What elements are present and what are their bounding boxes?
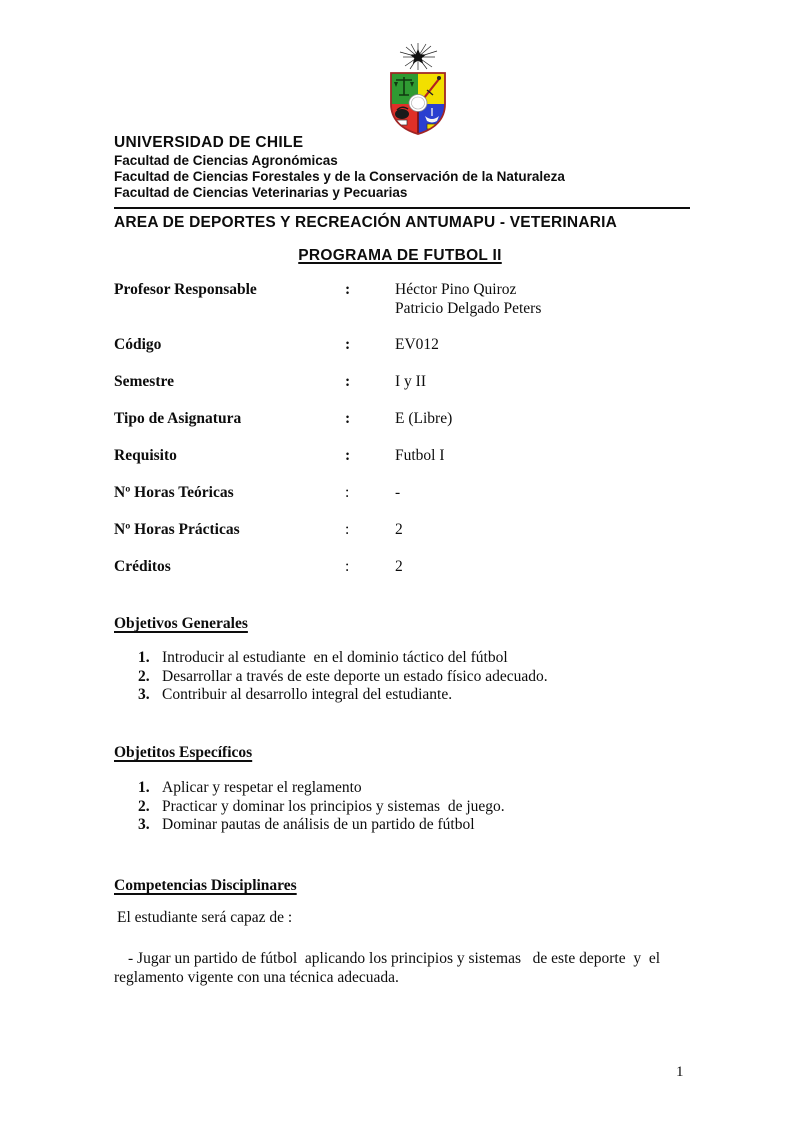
field-label: Profesor Responsable (114, 281, 257, 298)
field-colon: : (345, 281, 351, 298)
field-row-horas-practicas (114, 521, 690, 540)
objetivos-especificos-list (138, 779, 690, 835)
field-colon: : (345, 484, 350, 501)
field-label: Tipo de Asignatura (114, 410, 242, 427)
field-row-profesor (114, 281, 690, 318)
field-label: Requisito (114, 447, 177, 464)
field-colon: : (345, 447, 351, 464)
field-value: I y II (395, 373, 426, 390)
field-colon: : (345, 373, 351, 390)
field-value: 2 (395, 558, 403, 575)
objetivos-generales-list (138, 649, 690, 705)
field-colon: : (345, 558, 350, 575)
field-row-semestre (114, 373, 690, 392)
faculty-line-1: Facultad de Ciencias Agronómicas (114, 153, 338, 168)
list-item: 3. Contribuir al desarrollo integral del estudiante. (138, 686, 453, 704)
field-label: Créditos (114, 558, 171, 575)
page-number: 1 (676, 1064, 684, 1080)
field-value: EV012 (395, 336, 439, 353)
list-item: 1. Introducir al estudiante en el dominio táctico del fútbol (138, 649, 508, 666)
field-row-creditos (114, 558, 690, 577)
list-item: 2. Practicar y dominar los principios y sistemas de juego. (138, 797, 505, 815)
competencias-paragraph: - Jugar un partido de fútbol aplicando los principios y sistemas de este deporte y el reglamento vigente con una técnica adecuada. (114, 950, 664, 986)
field-value: Héctor Pino Quiroz Patricio Delgado Peters (395, 281, 542, 317)
field-colon: : (345, 521, 350, 538)
university-crest-icon (383, 42, 453, 136)
list-item: 2. Desarrollar a través de este deporte un estado físico adecuado. (138, 667, 548, 685)
field-row-codigo (114, 336, 690, 355)
field-row-horas-teoricas (114, 484, 690, 503)
field-colon: : (345, 410, 351, 427)
section-heading-competencias: Competencias Disciplinares (114, 877, 297, 894)
field-colon: : (345, 336, 351, 353)
faculty-line-2: Facultad de Ciencias Forestales y de la Conservación de la Naturaleza (114, 169, 565, 184)
area-line: AREA DE DEPORTES Y RECREACIÓN ANTUMAPU - VETERINARIA (114, 214, 618, 231)
field-row-tipo (114, 410, 690, 429)
competencias-intro: El estudiante será capaz de : (117, 909, 293, 926)
university-name: UNIVERSIDAD DE CHILE (114, 134, 304, 151)
field-value: Futbol I (395, 447, 445, 464)
list-item: 3. Dominar pautas de análisis de un partido de fútbol (138, 816, 475, 834)
faculty-line-3: Facultad de Ciencias Veterinarias y Pecuarias (114, 185, 690, 209)
field-label: Nº Horas Prácticas (114, 521, 240, 538)
section-heading-objetivos-especificos: Objetitos Específicos (114, 744, 253, 761)
page-title: PROGRAMA DE FUTBOL II (298, 247, 502, 264)
field-label: Nº Horas Teóricas (114, 484, 234, 501)
section-heading-objetivos-generales: Objetivos Generales (114, 615, 248, 632)
field-value: E (Libre) (395, 410, 453, 427)
list-item: 1. Aplicar y respetar el reglamento (138, 779, 362, 796)
field-row-requisito (114, 447, 690, 466)
field-label: Código (114, 336, 162, 353)
letterhead (114, 133, 690, 233)
field-value: - (395, 484, 401, 501)
field-value: 2 (395, 521, 403, 538)
field-label: Semestre (114, 373, 174, 390)
